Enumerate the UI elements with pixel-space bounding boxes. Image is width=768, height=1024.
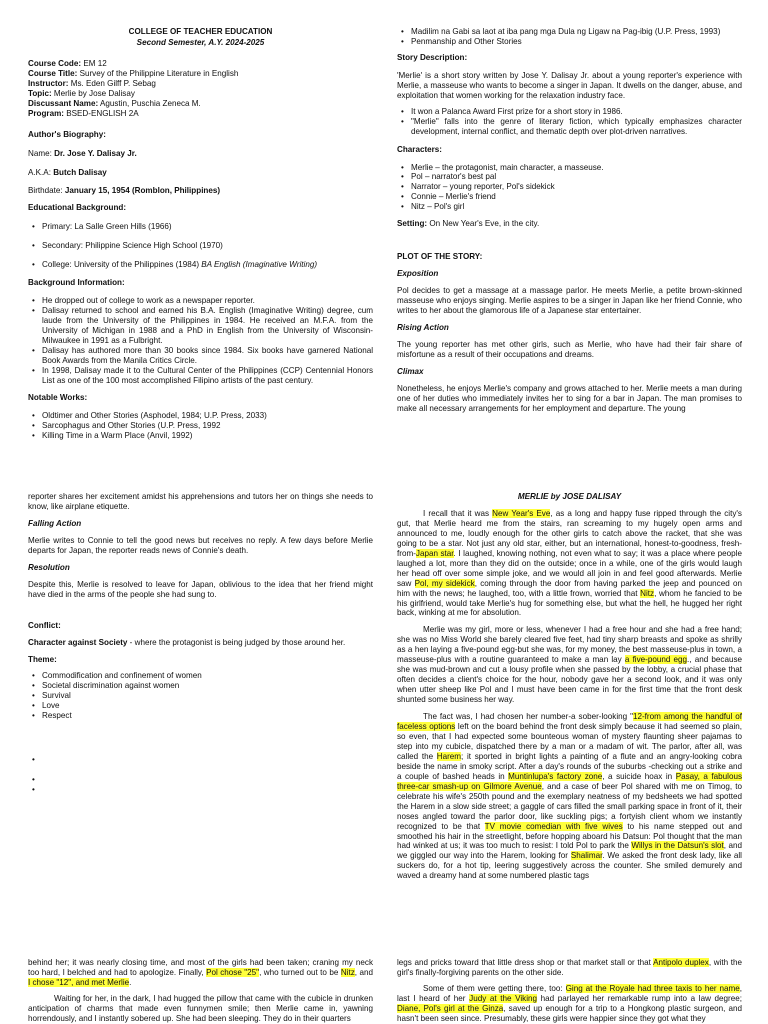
story-text: Some of them were getting there, too: xyxy=(423,983,566,993)
story-continuation-right xyxy=(397,958,742,978)
document-page-1 xyxy=(0,0,768,470)
characters-heading: Characters: xyxy=(397,144,442,154)
highlighted-text: Pasay, a fabulous three-car smash-up on Gilmore Avenue xyxy=(397,771,743,791)
highlighted-text: Nitz xyxy=(340,967,355,977)
theme-item: • Love xyxy=(28,701,373,711)
author-name: Name: Dr. Jose Y. Dalisay Jr. xyxy=(28,148,137,158)
theme-item: • Commodification and confinement of women xyxy=(28,671,373,681)
course-info-label: Discussant Name: xyxy=(28,98,99,108)
highlighted-text: Ging at the Royale had three taxis to her name xyxy=(565,983,740,993)
story-points xyxy=(397,107,742,137)
story-text: , as a long and happy fuse ripped through the city's gut, that Merlie heard me from the stairs, ran screaming to my hugely open arms and announced to me, loudly enough for the other girls to catch above the racket, that she was going to be a star. Not just any old star, either, but an international, honest-to-goodness, fresh-from- xyxy=(397,508,742,558)
course-info xyxy=(28,59,373,119)
background-list xyxy=(28,296,373,386)
resolution-text: Despite this, Merlie is resolved to leave for Japan, oblivious to the idea that her friend might have died in the arms of the people she had sung to. xyxy=(28,579,373,599)
story-text: , who turned out to be xyxy=(259,967,341,977)
background-item: • In 1998, Dalisay made it to the Cultural Center of the Philippines (CCP) Centennial Honors List as one of the 100 most accomplished Filipino artists of the past century. xyxy=(28,366,373,386)
conflict-heading: Conflict: xyxy=(28,620,61,630)
course-info-value: Survey of the Philippine Literature in English xyxy=(77,68,239,78)
story-paragraph-2 xyxy=(397,625,742,705)
story-text: , whom he fancied to be his girlfriend, would take Merlie's hug for something else, but what the hell, he hugged her right back, winking at me for absolution. xyxy=(397,588,742,618)
course-info-label: Topic: xyxy=(28,88,52,98)
climax-text: Nonetheless, he enjoys Merlie's company and grows attached to her. Merlie meets a man during one of her duties who immediately invites her to sing for a bar in Japan. The man promises to make all necessary arrangements for her employment and departure. The young xyxy=(397,383,742,413)
course-info-line xyxy=(28,109,373,119)
college-heading: COLLEGE OF TEACHER EDUCATION xyxy=(128,27,273,36)
story-description: 'Merlie' is a short story written by Jose Y. Dalisay Jr. about a young reporter's experience with Merlie, a masseuse who wants to become a singer in Japan. It dwells on the danger, abuse, and exploitation that women working for the relaxation industry face. xyxy=(397,70,742,100)
author-aka: A.K.A: Butch Dalisay xyxy=(28,167,107,177)
course-info-line xyxy=(28,99,373,109)
climax-continued: reporter shares her excitement amidst his apprehensions and tutors her on things she needs to know, like airplane etiquette. xyxy=(28,492,373,511)
course-info-value: BSED-ENGLISH 2A xyxy=(63,108,139,118)
character-item: • Connie – Merlie's friend xyxy=(397,192,742,202)
story-text: , and a case of beer Pol shared with me on Timog, to celebrate his wife's 250th pound and the exemplary neatness of my bedsheets we had spotted the Harem in a slow side street; a gaggle of cars filled the small parking space in front of it, their noses angled toward the parlor door, like suckling pigs; a fortyish client whom we instantly recognized to be that xyxy=(397,781,742,831)
empty-bullet xyxy=(28,755,373,765)
story-text: behind her; it was nearly closing time, and most of the girls had been taken; craning my neck too hard, I belched and had to apologize. Finally, xyxy=(28,958,373,977)
education-list xyxy=(28,222,373,270)
falling-action-heading: Falling Action xyxy=(28,518,82,528)
story-text: , coming through the door from having parked the jeep and pounced on him with the news; he laughed, too, with a little frown, worried that xyxy=(397,578,742,598)
conflict-text: Character against Society - where the protagonist is being judged by those around her. xyxy=(28,637,346,647)
story-text: . We asked the front desk lady, like all suckers do, for a hot tip, leering suggestively across the counter. She smiled demurely and waved a dreamy hand at some numbered plastic tags xyxy=(397,851,742,881)
work-item: • Killing Time in a Warm Place (Anvil, 1992) xyxy=(28,431,373,441)
highlighted-text: TV movie comedian with five wives xyxy=(484,821,623,831)
character-item: • Pol – narrator's best pal xyxy=(397,172,742,182)
page2-left-column xyxy=(28,492,373,795)
work-item: • Madilim na Gabi sa laot at iba pang mga Dula ng Ligaw na Pag-ibig (U.P. Press, 1993) xyxy=(397,27,742,37)
empty-bullet xyxy=(28,785,373,795)
plot-heading: PLOT OF THE STORY: xyxy=(397,252,483,262)
story-text: , last I heard of her xyxy=(397,983,742,1003)
course-info-line xyxy=(28,69,373,79)
education-heading: Educational Background: xyxy=(28,203,127,213)
falling-action-text: Merlie writes to Connie to tell the good news but receives no reply. A few days before Merlie departs for Japan, the reporter reads news of Connie's death. xyxy=(28,535,373,555)
highlighted-text: Pol chose "25" xyxy=(206,967,260,977)
story-title: MERLIE by JOSE DALISAY xyxy=(517,492,622,501)
story-point: • "Merlie" falls into the genre of literary fiction, which typically emphasizes character development, internal conflict, and thematic depth over plot-driven narratives. xyxy=(397,117,742,137)
empty-bullet xyxy=(28,775,373,785)
course-info-label: Program: xyxy=(28,108,64,118)
highlighted-text: I chose "12", and met Merlie xyxy=(28,977,130,987)
work-item: • Penmanship and Other Stories xyxy=(397,37,742,47)
story-paragraph-1 xyxy=(397,509,742,618)
highlighted-text: Antipolo duplex xyxy=(653,958,709,967)
story-description-heading: Story Description: xyxy=(397,52,468,62)
highlighted-text: New Year's Eve xyxy=(492,508,551,518)
story-text: ; it sported in bright lights a painting of a flute and an angry-looking cobra beside the name in smoky script. After a day's rounds of the suburbs -checking out a strike and a couple of bashed heads in xyxy=(397,751,742,781)
page2-right-column xyxy=(397,492,742,881)
story-continuation-left-2: Waiting for her, in the dark, I had hugged the pillow that came with the cubicle in drunken anticipation of charms that made even funnymen smile; then Merlie came in, yawning horrendously, and I instantly sobered up. She had been sleeping. They do in their quarters xyxy=(28,993,373,1023)
education-item: • Secondary: Philippine Science High School (1970) xyxy=(28,241,373,251)
highlighted-text: a five-pound egg xyxy=(624,655,688,665)
highlighted-text: Willys in the Datsun's slot xyxy=(631,841,724,851)
education-item: • College: University of the Philippines (1984) BA English (Imaginative Writing) xyxy=(28,260,373,270)
story-text: to his name stepped out and smoothed his hair in the streetlight, before hopping aboard his Datsun: Pol thought that the man had winked at us; it was too much to resist: I told Pol to park the xyxy=(397,821,742,851)
empty-bullets xyxy=(28,755,373,795)
story-text: legs and pricks toward that little dress shop or that market stall or that xyxy=(397,958,654,967)
climax-heading: Climax xyxy=(397,366,424,376)
story-text: . I laughed, knowing nothing, not even what to say; it was a place where people laughed a lot, more than they did on the outside; once in a while, one of the girls would laugh her head off over some simple joke, and we would all join in and feel good afterwards. Merlie saw xyxy=(397,548,742,588)
character-item: • Merlie – the protagonist, main character, a masseuse. xyxy=(397,163,742,173)
document-page-2 xyxy=(0,485,768,945)
story-text: had parlayed her remarkable rump into a law degree; xyxy=(537,993,742,1003)
course-info-label: Course Code: xyxy=(28,58,82,68)
highlighted-text: Japan star xyxy=(415,548,454,558)
story-text: , with the girl's finally-forgiving parents on the other side. xyxy=(397,958,742,977)
course-info-label: Course Title: xyxy=(28,68,78,78)
highlighted-text: Shalimar xyxy=(570,851,603,861)
notable-works-heading: Notable Works: xyxy=(28,392,88,402)
highlighted-text: Muntinlupa's factory zone xyxy=(508,771,603,781)
resolution-heading: Resolution xyxy=(28,562,70,572)
document-page-3 xyxy=(0,955,768,1024)
author-birthdate: Birthdate: January 15, 1954 (Romblon, Philippines) xyxy=(28,186,221,196)
background-item: • Dalisay has authored more than 30 books since 1984. Six books have garnered National Book Awards from the Manila Critics Circle. xyxy=(28,346,373,366)
story-point: • It won a Palanca Award First prize for a short story in 1986. xyxy=(397,107,742,117)
highlighted-text: Nitz xyxy=(640,588,655,598)
background-item: • Dalisay returned to school and earned his B.A. English (Imaginative Writing) degree, cum laude from the University of the Philippines in 1984. He received an M.F.A. from the University of Michigan in 1988 and a PhD in English from the University of Wisconsin- Milwaukee in 1991 as a Fulbright. xyxy=(28,306,373,346)
highlighted-text: Pol, my sidekick xyxy=(414,578,475,588)
highlighted-text: Judy at the Viking xyxy=(469,993,538,1003)
page1-right-column xyxy=(397,27,742,414)
story-text: left on the board behind the front desk simply because it had seemed so plain, so even, that I had expected some bounteous woman of mystery flaunting sheer pajamas to step into my cubicle, dispatched there by a man or a madam of wit. The parlor, after all, was called the xyxy=(397,722,742,761)
story-text: The fact was, I had chosen her number-a sober-looking " xyxy=(423,712,633,722)
course-info-value: EM 12 xyxy=(81,58,107,68)
page1-left-column xyxy=(28,27,373,441)
theme-item: • Respect xyxy=(28,711,373,721)
course-info-value: Agustin, Puschia Zeneca M. xyxy=(98,98,201,108)
story-text: Merlie was my girl, more or less, whenever I had a free hour and she had a free hand; she was no Miss World she barely cleared five feet, had tiny sharp breasts and spoke as shrilly as a hen laying a five-pound egg-but she was, for my money, the best masseuse-plus in town, a masseuse-plus with a routine guaranteed to make a man lay xyxy=(397,625,742,665)
story-paragraph-3 xyxy=(397,712,742,881)
character-item: • Narrator – young reporter, Pol's sidekick xyxy=(397,182,742,192)
story-text: , and xyxy=(354,967,374,977)
theme-item: • Societal discrimination against women xyxy=(28,681,373,691)
background-heading: Background Information: xyxy=(28,278,125,288)
rising-action-heading: Rising Action xyxy=(397,323,449,333)
story-text: . xyxy=(129,977,132,987)
education-item: • Primary: La Salle Green Hills (1966) xyxy=(28,222,373,232)
highlighted-text: 12-from among the handful of faceless options xyxy=(397,712,742,732)
story-text: , a suicide hoax in xyxy=(602,771,676,781)
theme-list xyxy=(28,671,373,721)
course-info-label: Instructor: xyxy=(28,78,69,88)
course-info-value: Ms. Eden Gilff P. Sebag xyxy=(68,78,156,88)
highlighted-text: Harem xyxy=(436,751,462,761)
exposition-heading: Exposition xyxy=(397,269,439,279)
page3-left-column xyxy=(28,958,373,1024)
course-info-value: Merlie by Jose Dalisay xyxy=(51,88,135,98)
course-info-line xyxy=(28,59,373,69)
page3-right-column xyxy=(397,958,742,1024)
background-item: • He dropped out of college to work as a newspaper reporter. xyxy=(28,296,373,306)
story-text: , and we giggled our way into the Harem, looking for xyxy=(397,841,742,861)
story-continuation-right-2 xyxy=(397,984,742,1024)
setting-line: Setting: On New Year's Eve, in the city. xyxy=(397,219,540,229)
exposition-text: Pol decides to get a massage at a massage parlor. He meets Merlie, a petite brown-skinned masseuse who enjoys singing. Merlie aspires to be a singer in Japan like her friend Connie, who writes to her about the glamorous life of a Japanese star entertainer. xyxy=(397,286,742,316)
semester-subheading: Second Semester, A.Y. 2024-2025 xyxy=(136,37,265,47)
story-text: I recall that it was xyxy=(423,508,493,518)
course-info-line xyxy=(28,89,373,99)
notable-works-continued xyxy=(397,27,742,47)
story-text: ., and because she was mud-brown and cut a lousy profile when she passed by the lobby, a crucial phase that often decides a client's choice for the hour, nobody gave her a second look, and it was only when utter sheep like Pol and I must have been came in for the first time that the front desk shunted some business her way. xyxy=(397,655,742,705)
characters-list xyxy=(397,163,742,213)
story-continuation-left xyxy=(28,958,373,988)
work-item: • Sarcophagus and Other Stories (U.P. Press, 1992 xyxy=(28,421,373,431)
highlighted-text: Diane, Pol's girl at the Ginza xyxy=(397,1003,504,1013)
work-item: • Oldtimer and Other Stories (Asphodel, 1984; U.P. Press, 2033) xyxy=(28,411,373,421)
rising-action-text: The young reporter has met other girls, such as Merlie, who have had their fair share of misfortune as a result of their occupations and dreams. xyxy=(397,339,742,359)
author-bio-heading: Author's Biography: xyxy=(28,129,106,139)
character-item: • Nitz – Pol's girl xyxy=(397,202,742,212)
course-info-line xyxy=(28,79,373,89)
story-text: , saved up enough for a trip to a Hongkong plastic surgeon, and hasn't been seen since. Presumably, these girls were happier since they got what they xyxy=(397,1003,742,1023)
theme-heading: Theme: xyxy=(28,654,57,664)
theme-item: • Survival xyxy=(28,691,373,701)
notable-works-list xyxy=(28,411,373,441)
